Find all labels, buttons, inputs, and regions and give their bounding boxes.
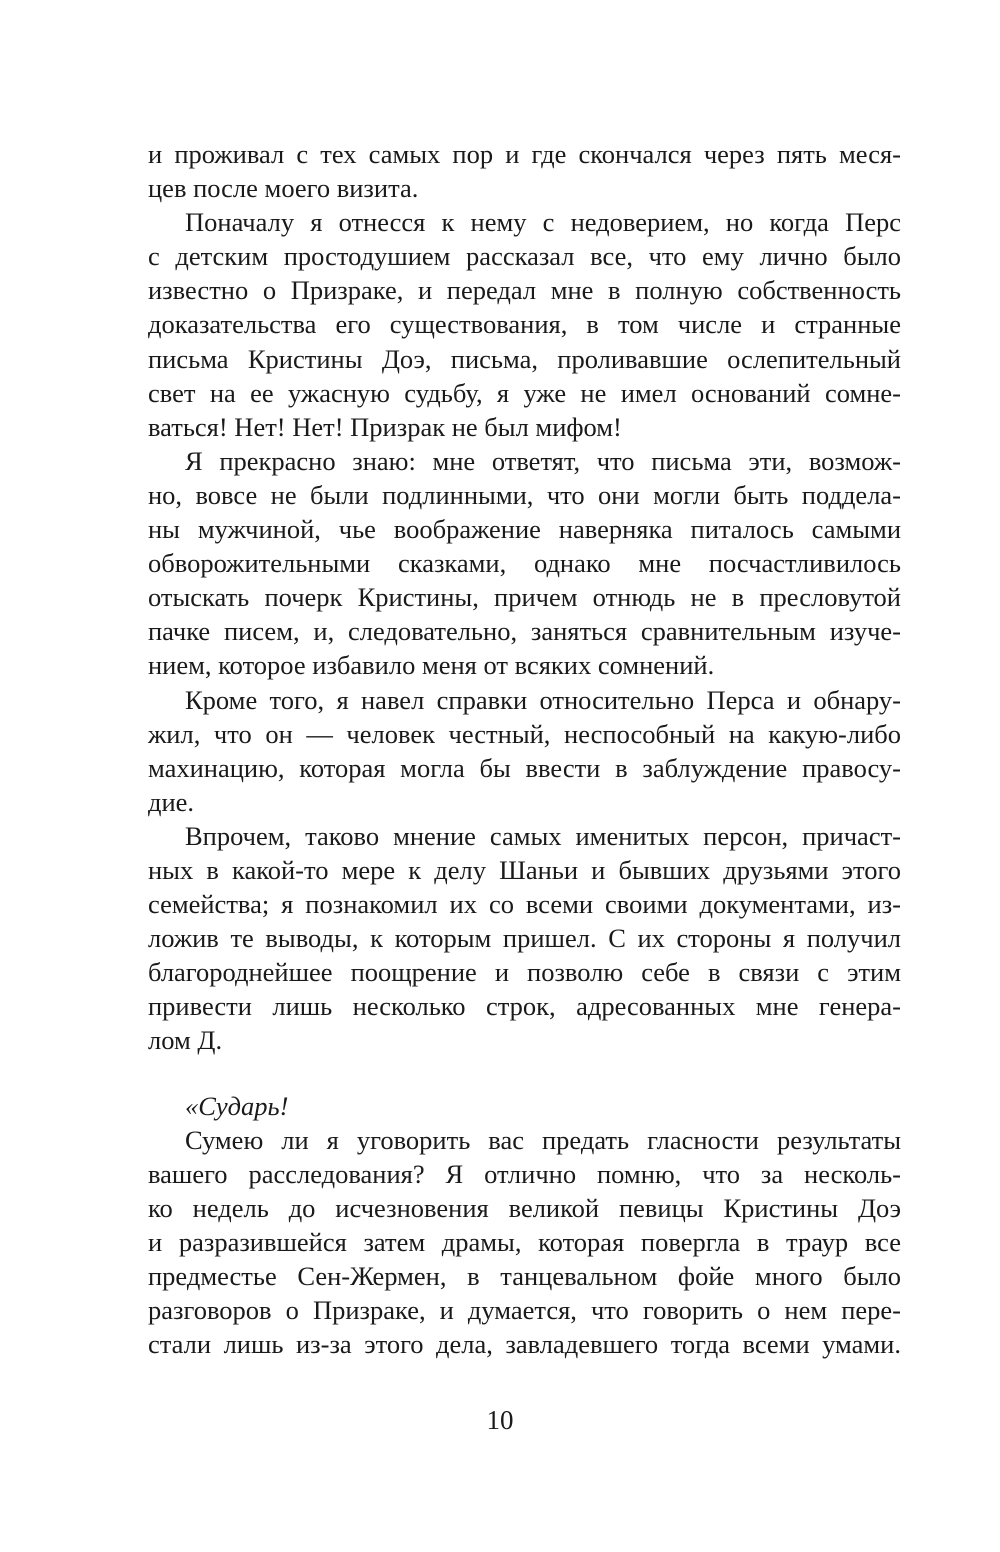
text-line: жил, что он — человек честный, неспособный на какую-либо xyxy=(148,718,901,749)
text-line: отыскать почерк Кристины, причем отнюдь не в пресловутой xyxy=(148,582,901,613)
text-line: предместье Сен-Жермен, в танцевальном фойе много было xyxy=(148,1261,901,1291)
text-line: Впрочем, таково мнение самых именитых персон, причаст- xyxy=(185,820,901,851)
text-line: с детским простодушием рассказал все, что ему лично было xyxy=(148,241,901,272)
letter-quote xyxy=(148,1089,901,1362)
text-line: разговоров о Призраке, и думается, что говорить о нем пере- xyxy=(148,1295,901,1326)
text-line: ных в какой-то мере к делу Шаньи и бывших друзьями этого xyxy=(148,854,901,885)
text-line: Кроме того, я навел справки относительно Перса и обнару- xyxy=(185,684,901,715)
paragraph xyxy=(148,819,901,1058)
text-line: известно о Призраке, и передал мне в полную собственность xyxy=(148,275,901,306)
text-line: и проживал с тех самых пор и где скончался через пять меся- xyxy=(148,139,901,169)
text-line: стали лишь из-за этого дела, завладевшего тогда всеми умами. xyxy=(148,1329,901,1360)
text-line: и разразившейся затем драмы, которая повергла в траур все xyxy=(148,1226,901,1257)
paragraph xyxy=(148,444,901,683)
text-line: Поначалу я отнесся к нему с недоверием, но когда Перс xyxy=(185,207,901,238)
text-line: письма Кристины Доэ, письма, проливавшие ослепительный xyxy=(148,343,901,374)
text-line: лом Д. xyxy=(148,1025,223,1056)
text-line: обворожительными сказками, однако мне посчастливилось xyxy=(148,548,901,579)
text-line: благороднейшее поощрение и позволю себе в связи с этим xyxy=(148,957,901,988)
text-line: цев после моего визита. xyxy=(148,173,419,204)
page-number: 10 xyxy=(486,1405,514,1435)
text-line: доказательства его существования, в том числе и странные xyxy=(148,309,901,340)
text-line: махинацию, которая могла бы ввести в заблуждение правосу- xyxy=(148,752,901,783)
text-line: семейства; я познакомил их со всеми своими документами, из- xyxy=(148,889,901,920)
section-gap xyxy=(148,1058,901,1089)
text-line: привести лишь несколько строк, адресованных мне генера- xyxy=(148,991,901,1022)
text-column xyxy=(148,137,901,1361)
text-line: ложив те выводы, к которым пришел. С их стороны я получил xyxy=(148,923,901,954)
text-line: вашего расследования? Я отлично помню, что за несколь- xyxy=(148,1158,901,1189)
paragraph xyxy=(148,137,901,205)
paragraph xyxy=(148,683,901,819)
text-line: ваться! Нет! Нет! Призрак не был мифом! xyxy=(148,411,622,442)
text-line: дие. xyxy=(148,786,195,817)
text-line: нием, которое избавило меня от всяких сомнений. xyxy=(148,650,715,681)
text-line: Я прекрасно знаю: мне ответят, что письма эти, возмож- xyxy=(185,445,901,476)
paragraph xyxy=(148,205,901,444)
letter-salutation: «Сударь! xyxy=(185,1090,289,1121)
text-line: но, вовсе не были подлинными, что они могли быть поддела- xyxy=(148,479,901,510)
text-line: ко недель до исчезновения великой певицы Кристины Доэ xyxy=(148,1192,901,1223)
text-line: свет на ее ужасную судьбу, я уже не имел оснований сомне- xyxy=(148,377,901,408)
text-line: пачке писем, и, следовательно, заняться сравнительным изуче- xyxy=(148,616,901,647)
text-line: ны мужчиной, чье воображение наверняка питалось самыми xyxy=(148,514,901,545)
text-line: Сумею ли я уговорить вас предать гласности результаты xyxy=(185,1124,901,1155)
